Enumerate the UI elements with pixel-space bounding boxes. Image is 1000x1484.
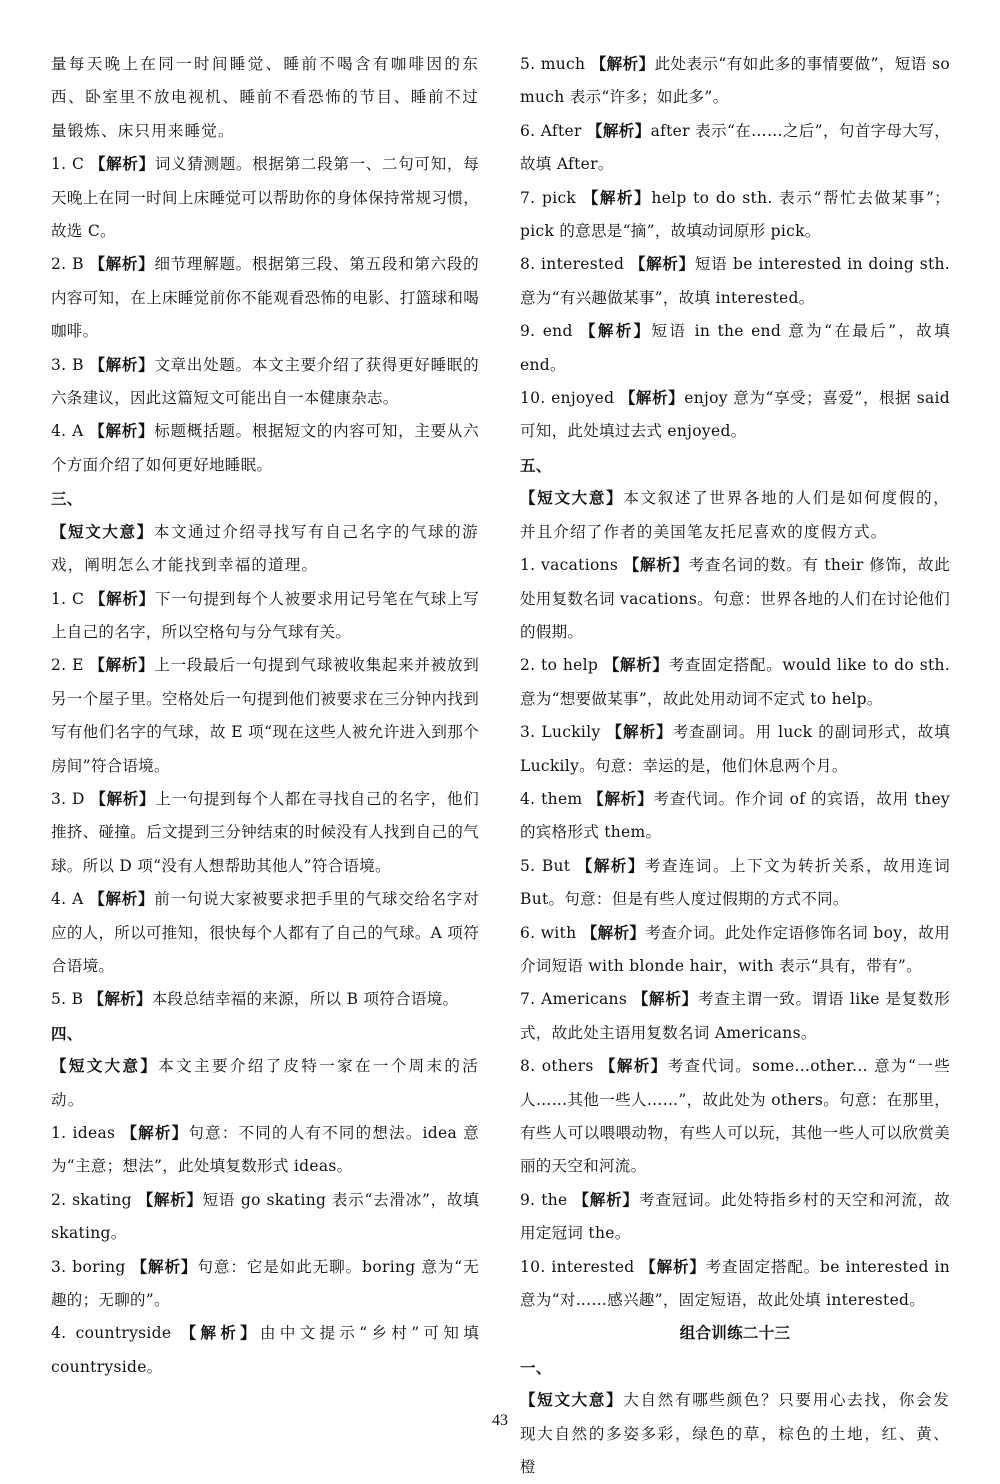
analysis-tag: 【解析】 [606, 723, 673, 742]
continuation-text: 量每天晚上在同一时间睡觉、睡前不喝含有咖啡因的东西、卧室里不放电视机、睡前不看恐怖的节目、睡前不过量锻炼、床只用来睡觉。 [51, 55, 479, 140]
analysis-tag: 【解析】 [180, 1324, 261, 1343]
section-label: 四、 [51, 1023, 83, 1043]
analysis-text: 考查名词的数。有 their 修饰，故此处用复数名词 vacations。句意：世界各地的人们在讨论他们的假期。 [520, 556, 951, 641]
answer-key: 5. B [51, 990, 89, 1009]
analysis-tag: 【解析】 [88, 990, 152, 1009]
answer-key: 8. interested [520, 255, 630, 274]
answer-key: 3. D [51, 789, 91, 808]
analysis-text: 短语 go skating 表示“去滑冰”，故填 skating。 [51, 1190, 480, 1243]
answer-key: 1. C [51, 155, 90, 174]
analysis-tag: 【解析】 [640, 1257, 706, 1276]
analysis-tag: 【解析】 [603, 656, 669, 675]
analysis-tag: 【解析】 [89, 890, 155, 909]
summary-paragraph [520, 1384, 950, 1484]
analysis-text: 考查代词。some...other... 意为“一些人……其他一些人……”，故此处为 others。句意：在那里，有些人可以喂喂动物，有些人可以玩，其他一些人可以欣赏美丽的天空和河流。 [520, 1057, 951, 1176]
summary-paragraph [51, 1050, 479, 1117]
analysis-text: 考查冠词。此处特指乡村的天空和河流，故用定冠词 the。 [520, 1190, 950, 1243]
answer-key: 3. B [51, 355, 90, 374]
group-heading: 组合训练二十三 [679, 1324, 791, 1343]
answer-key: 7. pick [520, 188, 583, 207]
analysis-tag: 【解析】 [137, 1190, 203, 1209]
analysis-tag: 【解析】 [89, 589, 155, 608]
answer-key: 3. Luckily [520, 723, 607, 742]
answer-key: 1. vacations [520, 556, 624, 575]
answer-item [520, 115, 950, 182]
analysis-text: 由中文提示“乡村”可知填 countryside。 [51, 1324, 480, 1376]
page-number: 43 [492, 1412, 508, 1429]
analysis-text: 句意：它是如此无聊。boring 意为“无趣的；无聊的”。 [51, 1257, 479, 1310]
analysis-tag: 【解析】 [588, 789, 654, 808]
analysis-tag: 【解析】 [629, 255, 695, 274]
analysis-text: 考查代词。作介词 of 的宾语，故用 they 的宾格形式 them。 [520, 789, 950, 842]
answer-item [520, 983, 950, 1050]
answer-key: 3. boring [51, 1257, 132, 1276]
answer-item [51, 983, 479, 1016]
analysis-text: 本段总结幸福的来源，所以 B 项符合语境。 [151, 990, 459, 1009]
analysis-text: enjoy 意为“享受；喜爱”，根据 said 可知，此处填过去式 enjoyed。 [520, 389, 951, 441]
answer-item [51, 649, 479, 783]
analysis-text: 文章出处题。本文主要介绍了获得更好睡眠的六条建议，因此这篇短文可能出自一本健康杂志。 [51, 355, 479, 408]
analysis-tag: 【解析】 [581, 923, 646, 942]
analysis-text: 此处表示“有如此多的事情要做”，短语 so much 表示“许多；如此多”。 [520, 55, 951, 107]
analysis-tag: 【解析】 [599, 1057, 668, 1076]
section-label: 一、 [520, 1357, 552, 1377]
analysis-text: 词义猜测题。根据第二段第一、二句可知，每天晚上在同一时间上床睡觉可以帮助你的身体保持常规习惯，故选 C。 [51, 155, 479, 241]
analysis-text: 考查连词。上下文为转折关系，故用连词 But。句意：但是有些人度过假期的方式不同。 [520, 856, 950, 909]
analysis-text: 细节理解题。根据第三段、第五段和第六段的内容可知，在上床睡觉前你不能观看恐怖的电影、打篮球和喝咖啡。 [51, 255, 479, 341]
analysis-text: 考查副词。用 luck 的副词形式，故填 Luckily。句意：幸运的是，他们休息两个月。 [520, 723, 950, 775]
answer-key: 5. But [520, 856, 577, 875]
summary-text: 本文主要介绍了皮特一家在一个周末的活动。 [51, 1057, 479, 1109]
analysis-tag: 【解析】 [582, 188, 652, 207]
analysis-text: 上一段最后一句提到气球被收集起来并被放到另一个屋子里。空格处后一句提到他们被要求在三分钟内找到写有他们名字的气球，故 E 项“现在这些人被允许进入到那个房间”符合语境。 [51, 656, 479, 775]
answer-key: 10. enjoyed [520, 389, 620, 408]
answer-item [520, 549, 950, 649]
section-label: 三、 [51, 489, 83, 509]
analysis-tag: 【解析】 [89, 355, 155, 374]
summary-text: 本文通过介绍寻找写有自己名字的气球的游戏，阐明怎么才能找到幸福的道理。 [51, 522, 479, 575]
summary-tag: 【短文大意】 [520, 1391, 624, 1410]
summary-tag: 【短文大意】 [51, 522, 154, 541]
analysis-text: 前一句说大家被要求把手里的气球交给名字对应的人，所以可推知，很快每个人都有了自己的气球。A 项符合语境。 [51, 890, 479, 975]
answer-item [51, 783, 479, 883]
answer-key: 2. to help [520, 656, 604, 675]
section-4-answers [51, 1117, 479, 1384]
answer-key: 2. B [51, 255, 90, 274]
analysis-tag: 【解析】 [587, 121, 651, 140]
section-4-answers-continued [520, 48, 950, 449]
answer-key: 5. much [520, 55, 591, 73]
analysis-tag: 【解析】 [89, 255, 155, 274]
answer-key: 9. end [520, 322, 580, 341]
analysis-tag: 【解析】 [580, 322, 652, 341]
answer-key: 9. the [520, 1190, 574, 1209]
summary-tag: 【短文大意】 [520, 489, 624, 508]
analysis-text: 标题概括题。根据短文的内容可知，主要从六个方面介绍了如何更好地睡眠。 [51, 422, 479, 474]
answer-item [520, 382, 950, 449]
answer-key: 7. Americans [520, 990, 633, 1009]
analysis-tag: 【解析】 [632, 990, 698, 1009]
answer-key: 6. with [520, 923, 582, 942]
answer-item [51, 148, 479, 248]
section-3-answers [51, 583, 479, 1017]
analysis-text: 句意：不同的人有不同的想法。idea 意为“主意；想法”，此处填复数形式 ideas。 [51, 1124, 480, 1176]
section-5-answers [520, 549, 950, 1317]
analysis-text: 下一句提到每个人被要求用记号笔在气球上写上自己的名字，所以空格句与分气球有关。 [51, 589, 479, 641]
answer-item [51, 415, 479, 482]
summary-paragraph [51, 516, 479, 583]
section-label: 五、 [520, 455, 552, 475]
answer-key: 4. A [51, 422, 90, 441]
answer-item [51, 1184, 479, 1251]
summary-tag: 【短文大意】 [51, 1057, 159, 1076]
answer-key: 2. skating [51, 1190, 138, 1209]
answer-item [51, 1317, 479, 1384]
answer-key: 1. C [51, 589, 90, 608]
answer-item [520, 315, 950, 382]
answer-key: 4. countryside [51, 1324, 181, 1343]
answer-item [520, 783, 950, 850]
right-column [520, 48, 950, 1484]
analysis-text: 短语 in the end 意为“在最后”，故填 end。 [520, 322, 950, 374]
answer-item [51, 248, 479, 348]
answer-item [520, 917, 950, 984]
answer-item [520, 850, 950, 917]
answer-item [51, 1251, 479, 1318]
answer-item [520, 1251, 950, 1318]
answer-key: 10. interested [520, 1257, 641, 1276]
answer-item [51, 349, 479, 416]
answer-item [520, 649, 950, 716]
answer-item [520, 248, 950, 315]
answer-key: 4. them [520, 789, 589, 808]
answer-key: 6. After [520, 121, 587, 140]
analysis-text: help to do sth. 表示“帮忙去做某事”；pick 的意思是“摘”，故填动词原形 pick。 [520, 188, 950, 241]
answer-item [51, 883, 479, 983]
analysis-tag: 【解析】 [89, 155, 155, 174]
analysis-tag: 【解析】 [590, 55, 655, 73]
analysis-text: 考查固定搭配。be interested in 意为“对……感兴趣”，固定短语，故此处填 interested。 [520, 1257, 950, 1310]
analysis-tag: 【解析】 [576, 856, 645, 875]
answer-item [520, 716, 950, 783]
summary-text: 本文叙述了世界各地的人们是如何度假的，并且介绍了作者的美国笔友托尼喜欢的度假方式。 [520, 489, 950, 541]
analysis-text: 考查固定搭配。would like to do sth. 意为“想要做某事”，故此处用动词不定式 to help。 [520, 656, 950, 708]
analysis-text: 上一句提到每个人都在寻找自己的名字，他们推挤、碰撞。后文提到三分钟结束的时候没有人找到自己的气球。所以 D 项“没有人想帮助其他人”符合语境。 [51, 789, 479, 875]
answer-item [520, 182, 950, 249]
summary-paragraph [520, 482, 950, 549]
answer-key: 2. E [51, 656, 90, 675]
analysis-tag: 【解析】 [89, 422, 155, 441]
answer-item [520, 48, 950, 115]
answer-item [51, 1117, 479, 1184]
analysis-tag: 【解析】 [619, 389, 685, 408]
analysis-tag: 【解析】 [90, 789, 156, 808]
answer-key: 1. ideas [51, 1124, 122, 1142]
analysis-text: 短语 be interested in doing sth. 意为“有兴趣做某事”，故填 interested。 [520, 255, 951, 307]
section-2-answers [51, 148, 479, 482]
answer-item [520, 1050, 950, 1184]
analysis-text: after 表示“在……之后”，句首字母大写，故填 After。 [520, 121, 951, 174]
analysis-tag: 【解析】 [89, 656, 155, 675]
analysis-text: 考查主谓一致。谓语 like 是复数形式，故此处主语用复数名词 Americans。 [520, 990, 950, 1042]
answer-key: 8. others [520, 1057, 600, 1076]
analysis-tag: 【解析】 [121, 1124, 189, 1142]
answer-item [51, 583, 479, 650]
summary-text: 大自然有哪些颜色？只要用心去找，你会发现大自然的多姿多彩，绿色的草，棕色的土地，红、黄、橙 [520, 1391, 950, 1477]
analysis-tag: 【解析】 [573, 1190, 639, 1209]
analysis-tag: 【解析】 [623, 556, 689, 575]
answer-key: 4. A [51, 890, 90, 909]
analysis-tag: 【解析】 [131, 1257, 198, 1276]
answer-item [520, 1184, 950, 1251]
analysis-text: 考查介词。此处作定语修饰名词 boy，故用介词短语 with blonde hair，with 表示“具有，带有”。 [520, 923, 951, 975]
left-column [51, 48, 479, 1384]
